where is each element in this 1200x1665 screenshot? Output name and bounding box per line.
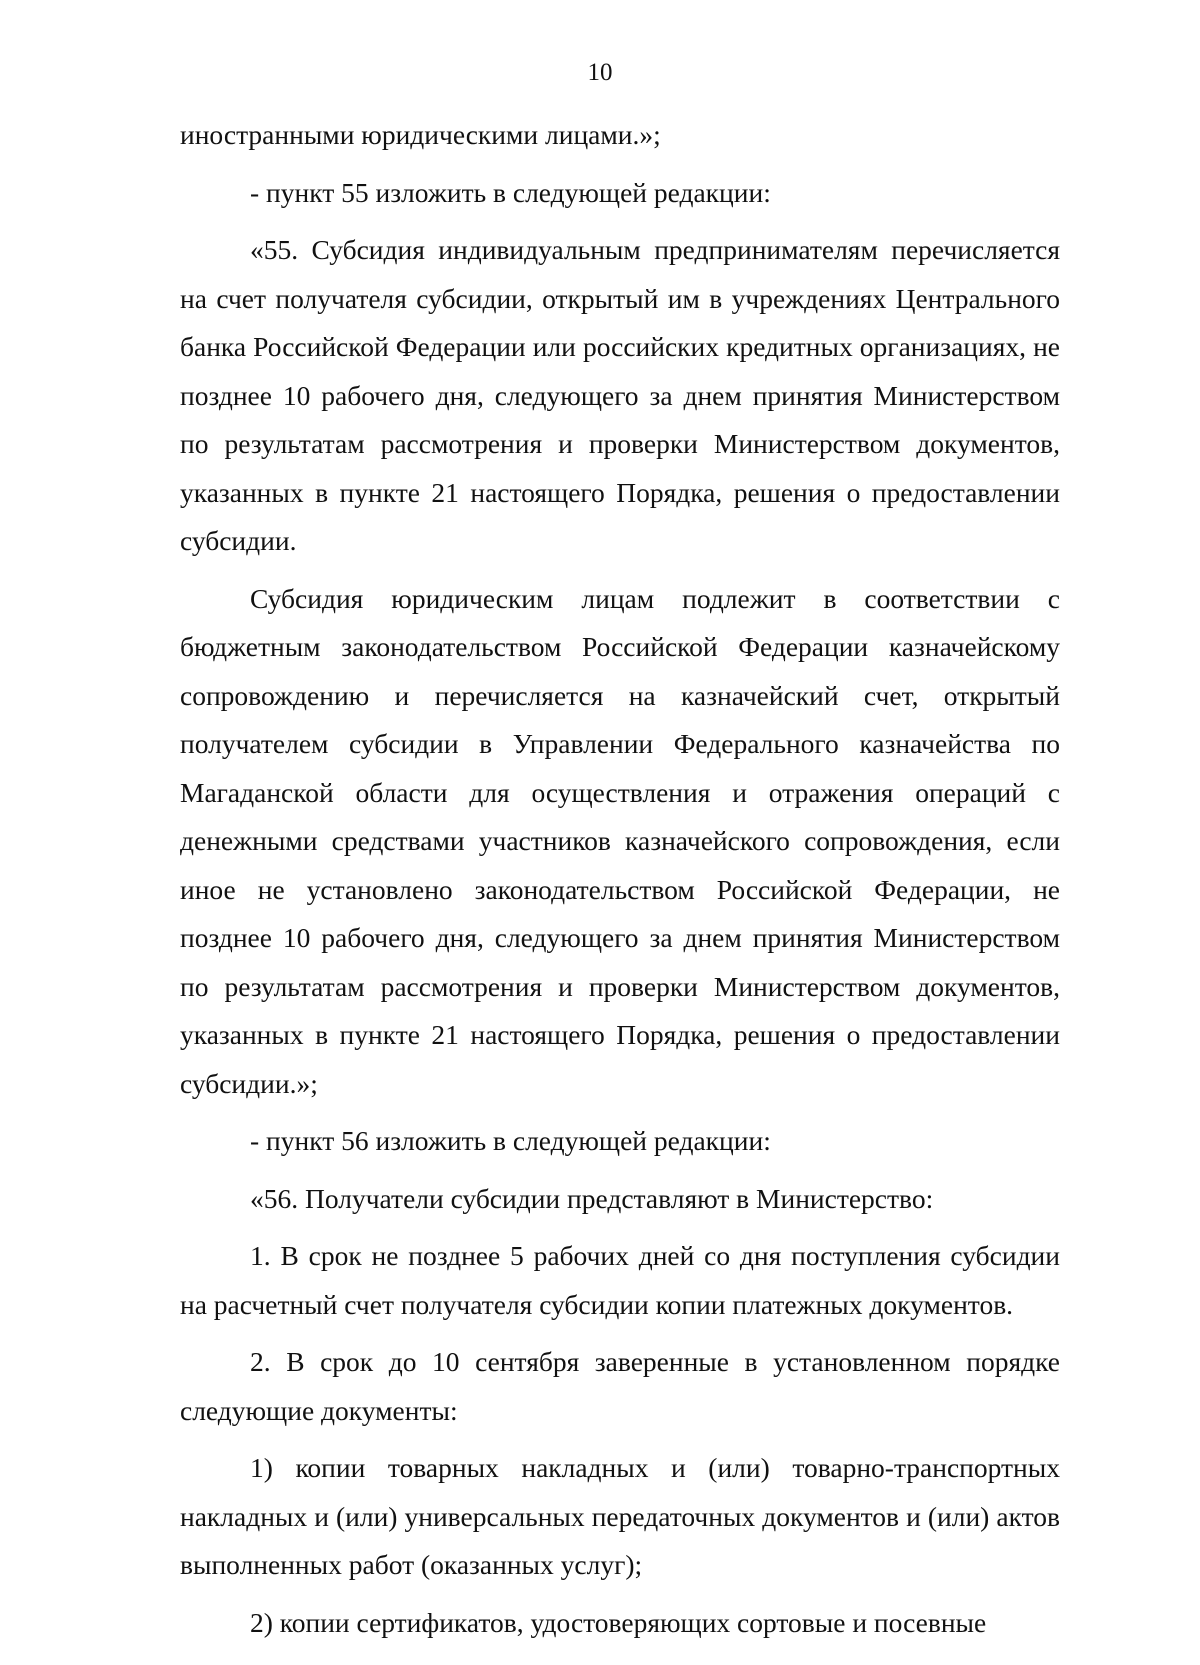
page-number: 10 bbox=[587, 59, 613, 86]
paragraph: 1) копии товарных накладных и (или) товарно-транспортных накладных и (или) универсальных передаточных документов и (или) актов выполненных работ (оказанных услуг); bbox=[180, 1452, 1060, 1580]
paragraph: «55. Субсидия индивидуальным предпринимателям перечисляется на счет получателя субсидии, открытый им в учреждениях Центрального банка Российской Федерации или российских кредитных организациях, не позднее 10 рабочего дня, следующего за днем принятия Министерством по результатам рассмотрения и проверки Министерством документов, указанных в пункте 21 настоящего Порядка, решения о предоставлении субсидии. bbox=[180, 234, 1060, 556]
paragraph: 2) копии сертификатов, удостоверяющих сортовые и посевные bbox=[250, 1606, 987, 1638]
paragraph: - пункт 55 изложить в следующей редакции: bbox=[250, 176, 771, 208]
paragraph: иностранными юридическими лицами.»; bbox=[180, 119, 661, 150]
document-body bbox=[180, 111, 1060, 1647]
paragraph: «56. Получатели субсидии представляют в Министерство: bbox=[250, 1182, 934, 1214]
paragraph: 2. В срок до 10 сентября заверенные в установленном порядке следующие документы: bbox=[180, 1346, 1060, 1426]
paragraph: 1. В срок не позднее 5 рабочих дней со дня поступления субсидии на расчетный счет получателя субсидии копии платежных документов. bbox=[180, 1240, 1060, 1320]
paragraph: - пункт 56 изложить в следующей редакции: bbox=[250, 1125, 771, 1156]
paragraph: Субсидия юридическим лицам подлежит в соответствии с бюджетным законодательством Российской Федерации казначейскому сопровождению и перечисляется на казначейский счет, открытый получателем субсидии в Управлении Федерального казначейства по Магаданской области для осуществления и отражения операций с денежными средствами участников казначейского сопровождения, если иное не установлено законодательством Российской Федерации, не позднее 10 рабочего дня, следующего за днем принятия Министерством по результатам рассмотрения и проверки Министерством документов, указанных в пункте 21 настоящего Порядка, решения о предоставлении субсидии.»; bbox=[180, 582, 1060, 1099]
